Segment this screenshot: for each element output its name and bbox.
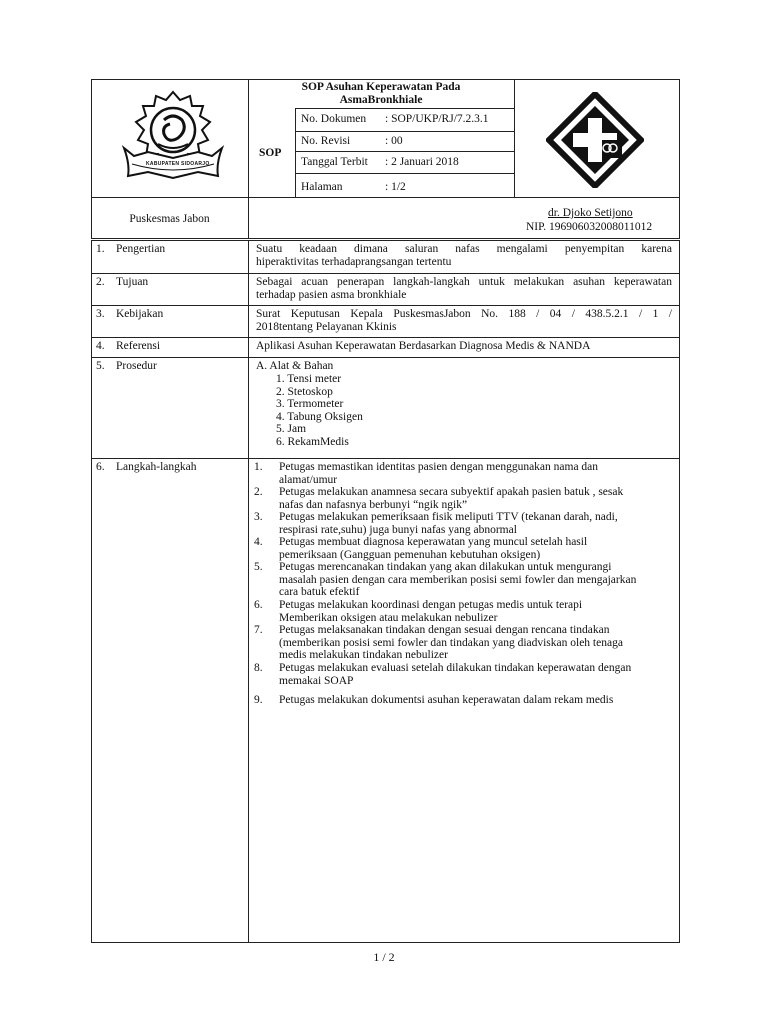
step-line: cara batuk efektif <box>279 586 360 598</box>
step-text <box>279 511 618 536</box>
sop-title-line2: AsmaBronkhiale <box>339 94 423 106</box>
step-number: 4. <box>254 536 263 548</box>
step-line: memakai SOAP <box>279 674 354 687</box>
doc-number-label: No. Dokumen <box>301 113 367 125</box>
kebijakan-text-line1: Surat Keputusan Kepala PuskesmasJabon No. 188 / 04 / 438.5.2.1 / 1 / <box>256 308 672 320</box>
page-value: : 1/2 <box>385 181 406 193</box>
row-num-prosedur: 5. <box>96 360 105 372</box>
row-label-pengertian: Pengertian <box>116 243 166 255</box>
list-item: 5. Jam <box>276 423 307 435</box>
step-text <box>279 599 582 624</box>
step-line: Petugas merencanakan tindakan yang akan dilakukan untuk mengurangi <box>279 561 612 573</box>
signer-nip: NIP. 196906032008011012 <box>526 221 653 233</box>
row-label-referensi: Referensi <box>116 340 161 352</box>
row-label-kebijakan: Kebijakan <box>116 308 164 320</box>
step-number: 1. <box>254 461 263 473</box>
pengertian-text-line1: Suatu keadaan dimana saluran nafas mengalami penyempitan karena <box>256 243 672 255</box>
signer-name: dr. Djoko Setijono <box>548 207 633 219</box>
step-text <box>279 561 636 599</box>
referensi-text: Aplikasi Asuhan Keperawatan Berdasarkan Diagnosa Medis & NANDA <box>256 340 591 352</box>
facility-name: Puskesmas Jabon <box>129 213 210 225</box>
step-number: 5. <box>254 561 263 573</box>
sop-title-line1: SOP Asuhan Keperawatan Pada <box>301 81 461 93</box>
step-number: 9. <box>254 694 263 706</box>
row-num-tujuan: 2. <box>96 276 105 288</box>
step-text <box>279 536 587 561</box>
step-text <box>279 486 623 511</box>
pengertian-text-line2: hiperaktivitas terhadaprangsangan tertentu <box>256 256 452 268</box>
step-line: nafas dan nafasnya berbunyi “ngik ngik” <box>279 498 468 511</box>
step-line: masalah pasien dengan cara memberikan posisi semi fowler dan mengajarkan <box>279 573 637 586</box>
step-line: medis melakukan tindakan nebulizer <box>279 649 448 661</box>
tujuan-text-line2: terhadap pasien asma bronkhiale <box>256 289 407 301</box>
step-number: 3. <box>254 511 263 523</box>
issue-date-value: : 2 Januari 2018 <box>385 156 459 168</box>
list-item: 2. Stetoskop <box>276 385 333 398</box>
step-text <box>279 461 598 486</box>
step-line: Petugas melaksanakan tindakan dengan sesuai dengan rencana tindakan <box>279 624 610 636</box>
step-number: 6. <box>254 599 263 611</box>
step-line: alamat/umur <box>279 473 338 486</box>
kebijakan-text-line2: 2018tentang Pelayanan Kkinis <box>256 321 397 333</box>
step-number: 2. <box>254 486 263 498</box>
step-line: Memberikan oksigen atau melakukan nebulizer <box>279 611 498 624</box>
step-line: Petugas melakukan anamnesa secara subyektif apakah pasien batuk , sesak <box>279 486 624 498</box>
list-item: 4. Tabung Oksigen <box>276 410 363 423</box>
step-line: (memberikan posisi semi fowler dan tindakan yang diadviskan oleh tenaga <box>279 636 623 649</box>
row-label-langkah: Langkah-langkah <box>116 461 197 473</box>
revision-label: No. Revisi <box>301 135 351 147</box>
doc-number-value: : SOP/UKP/RJ/7.2.3.1 <box>385 113 489 125</box>
row-label-prosedur: Prosedur <box>116 360 157 372</box>
issue-date-label: Tanggal Terbit <box>301 156 368 168</box>
equipment-list <box>276 373 363 448</box>
step-line: Petugas melakukan koordinasi dengan petugas medis untuk terapi <box>279 599 583 611</box>
page-label: Halaman <box>301 181 343 193</box>
seal-text: KABUPATEN SIDOARJO <box>146 161 210 167</box>
step-line: respirasi rate,suhu) juga bunyi nafas yang abnormal <box>279 523 517 536</box>
step-line: Petugas memastikan identitas pasien dengan menggunakan nama dan <box>279 461 599 473</box>
step-line: Petugas melakukan pemeriksaan fisik meliputi TTV (tekanan darah, nadi, <box>279 511 618 523</box>
prosedur-heading: A. Alat & Bahan <box>256 360 334 372</box>
page-number: 1 / 2 <box>373 950 395 964</box>
step-text <box>279 624 623 662</box>
row-num-kebijakan: 3. <box>96 308 105 320</box>
step-line: pemeriksaan (Gangguan pemenuhan kebutuhan oksigen) <box>279 548 541 561</box>
row-num-referensi: 4. <box>96 340 105 352</box>
step-line: Petugas melakukan evaluasi setelah dilakukan tindakan keperawatan dengan <box>279 662 632 674</box>
row-num-langkah: 6. <box>96 461 105 473</box>
step-line: Petugas membuat diagnosa keperawatan yang muncul setelah hasil <box>279 536 588 548</box>
sop-label: SOP <box>259 147 282 159</box>
list-item: 6. RekamMedis <box>276 435 349 448</box>
regency-seal-logo <box>118 86 228 188</box>
revision-value: : 00 <box>385 135 403 147</box>
tujuan-text-line1: Sebagai acuan penerapan langkah-langkah untuk melakukan asuhan keperawatan <box>256 276 672 288</box>
list-item: 1. Tensi meter <box>276 373 342 385</box>
step-line: Petugas melakukan dokumentsi asuhan keperawatan dalam rekam medis <box>279 694 614 706</box>
step-number: 7. <box>254 624 263 636</box>
step-number: 8. <box>254 662 263 674</box>
row-num-pengertian: 1. <box>96 243 105 255</box>
list-item: 3. Termometer <box>276 398 344 410</box>
step-text <box>279 694 613 707</box>
step-text <box>279 662 631 687</box>
row-label-tujuan: Tujuan <box>116 276 149 288</box>
puskesmas-logo <box>546 92 644 188</box>
